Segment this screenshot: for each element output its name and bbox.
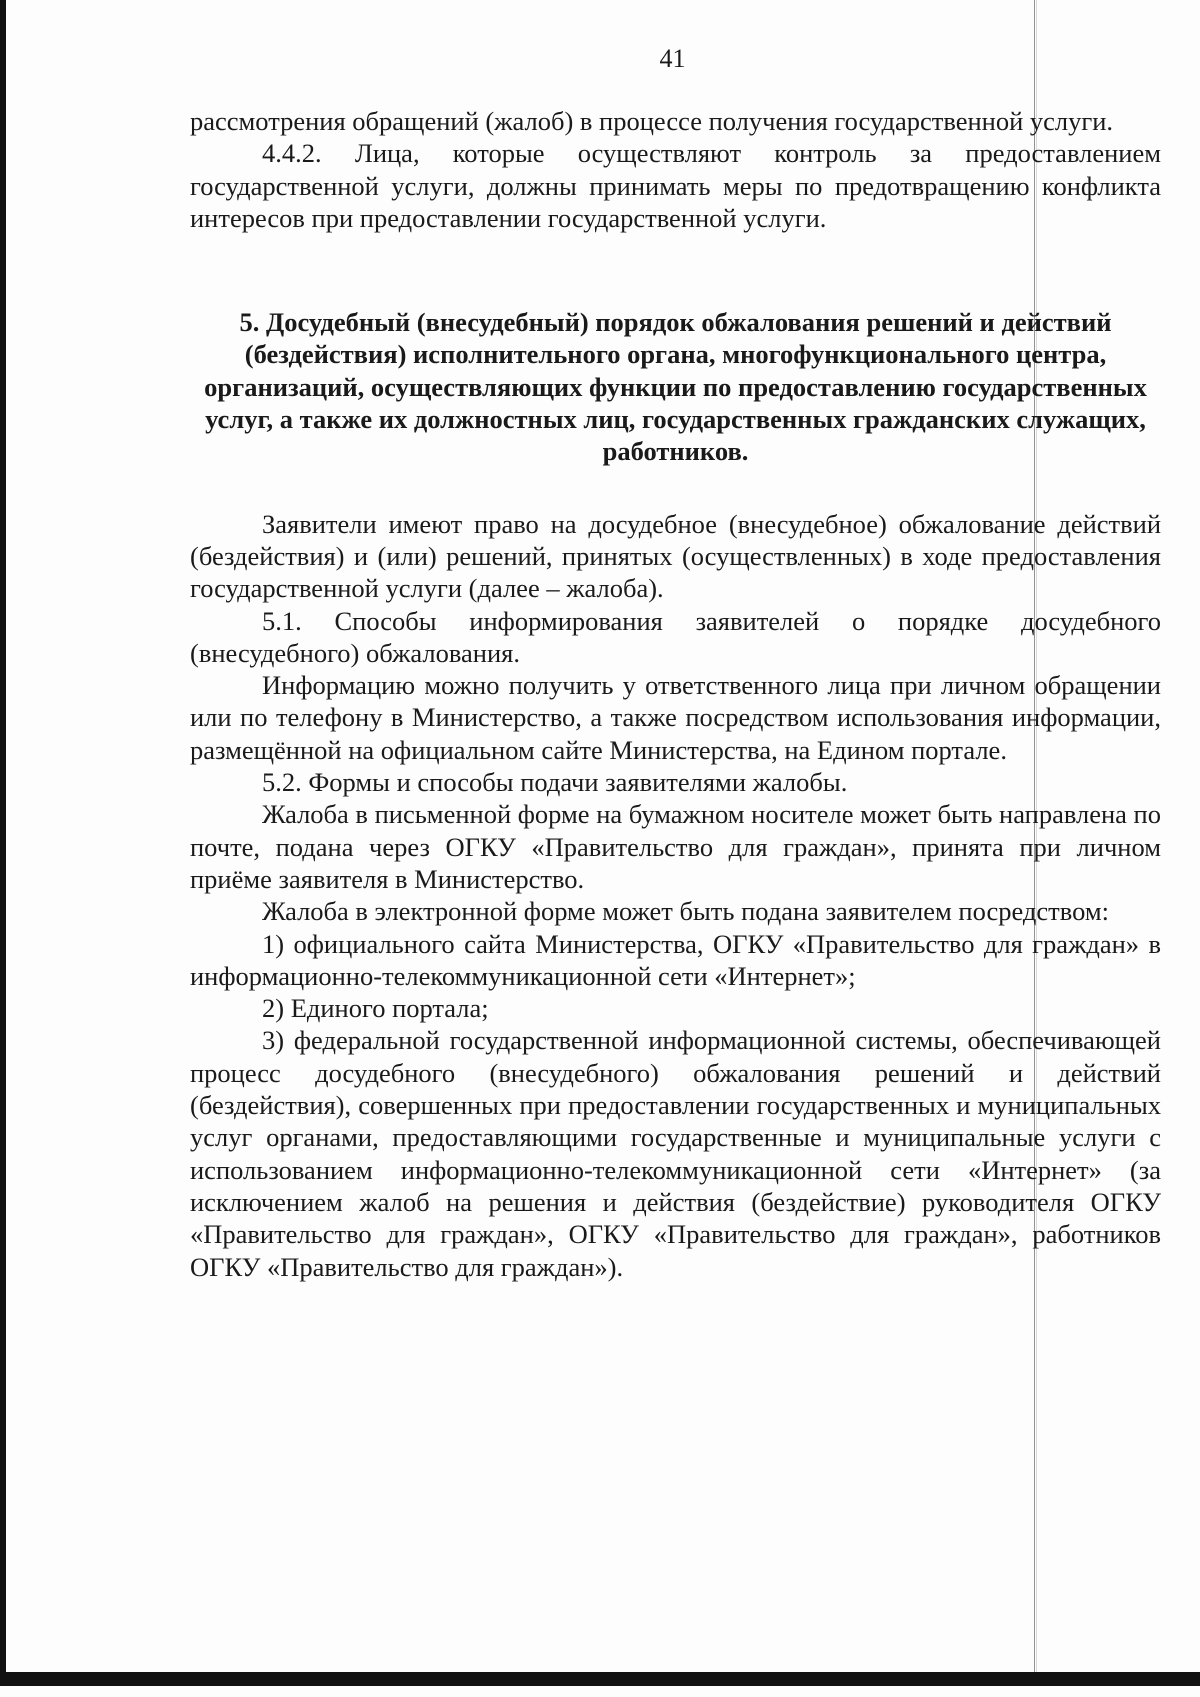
paragraph: Жалоба в письменной форме на бумажном носителе может быть направлена по почте, подана через ОГКУ «Правительство для граждан», принята при личном приёме заявителя в Министерство. [190,799,1161,894]
paragraph: 5.1. Способы информирования заявителей о порядке досудебного (внесудебного) обжалования. [190,605,1161,668]
paragraph: 4.4.2. Лица, которые осуществляют контроль за предоставлением государственной услуги, должны принимать меры по предотвращению конфликта интересов при предоставлении государственной услуги. [190,138,1161,233]
document-body [190,105,1161,1283]
paragraphs-before-heading [190,105,1161,234]
scan-left-edge [0,0,6,1697]
scan-bottom-edge [0,1672,1200,1686]
paragraph: Жалоба в электронной форме может быть подана заявителем посредством: [262,896,1109,927]
paragraph: рассмотрения обращений (жалоб) в процессе получения государственной услуги. [190,106,1114,136]
section-heading: 5. Досудебный (внесудебный) порядок обжалования решений и действий (бездействия) исполнительного органа, многофункционального центра, организаций, осуществляющих функции по предоставлению государственных услуг, а также их должностных лиц, государственных гражданских служащих, работников. [204,307,1147,467]
paragraph: 2) Единого портала; [262,993,489,1024]
paragraph: 5.2. Формы и способы подачи заявителями жалобы. [262,767,848,798]
paragraph: 3) федеральной государственной информационной системы, обеспечивающей процесс досудебного (внесудебного) обжалования решений и действий (бездействия), совершенных при предоставлении государственных и муниципальных услуг органами, предоставляющими государственные и муниципальные услуги с использованием информационно-телекоммуникационной сети «Интернет» (за исключением жалоб на решения и действия (бездействие) руководителя ОГКУ «Правительство для граждан», ОГКУ «Правительство для граждан», работников ОГКУ «Правительство для граждан»). [190,1025,1161,1282]
scan-bottom-margin [0,1686,1200,1697]
paragraphs-after-heading [190,508,1161,1283]
page-number: 41 [659,44,686,73]
paragraph: Заявители имеют право на досудебное (внесудебное) обжалование действий (бездействия) и (или) решений, принятых (осуществленных) в ходе предоставления государственной услуги (далее – жалоба). [190,508,1161,604]
paragraph: Информацию можно получить у ответственного лица при личном обращении или по телефону в Министерство, а также посредством использования информации, размещённой на официальном сайте Министерства, на Едином портале. [190,670,1161,765]
paragraph: 1) официального сайта Министерства, ОГКУ «Правительство для граждан» в информационно-телекоммуникационной сети «Интернет»; [190,928,1161,991]
